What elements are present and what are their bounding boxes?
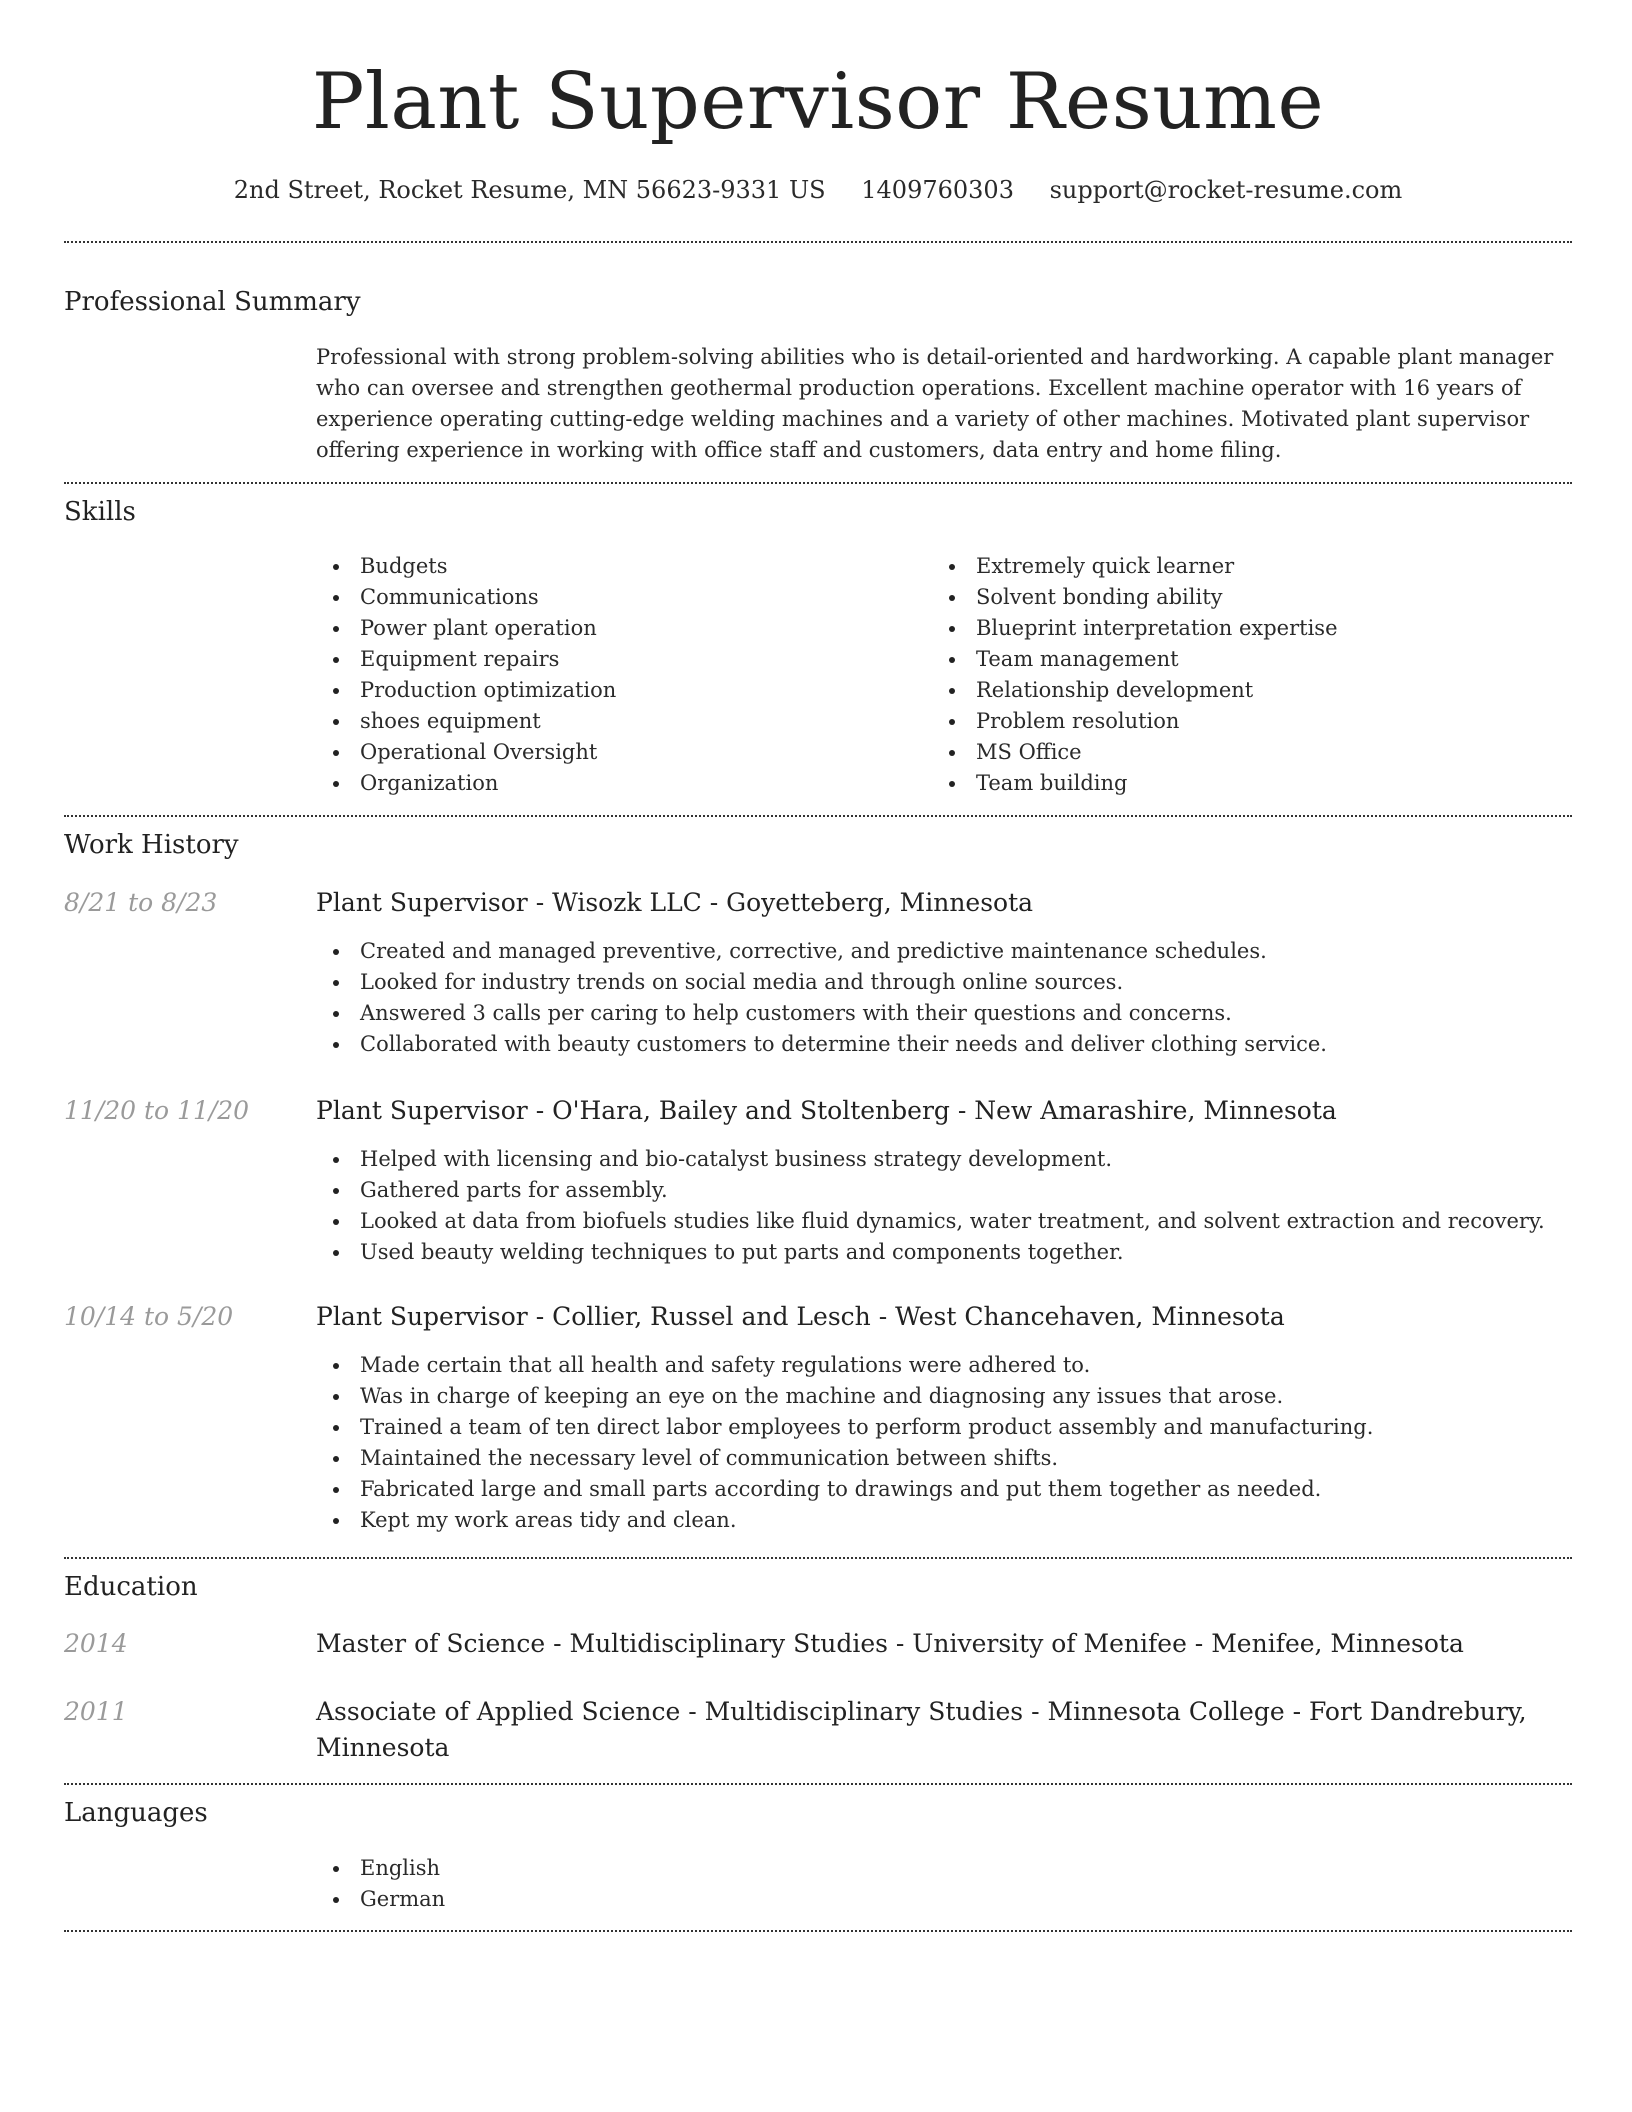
job-dates: 11/20 to 11/20 [64, 1096, 250, 1125]
language-item: English [316, 1853, 1572, 1884]
education-year: 2014 [64, 1629, 128, 1658]
contact-email[interactable]: support@rocket-resume.com [1049, 176, 1403, 204]
education-heading: Education [64, 1572, 198, 1602]
responsibility-item: Collaborated with beauty customers to determine their needs and deliver clothing service. [316, 1029, 1572, 1060]
job-title: Plant Supervisor - O'Hara, Bailey and Stoltenberg - New Amarashire, Minnesota [316, 1096, 1337, 1125]
skills-column-right [932, 551, 1532, 799]
skill-item: Power plant operation [316, 613, 916, 644]
skill-item: Operational Oversight [316, 737, 916, 768]
job-responsibilities [316, 1144, 1572, 1268]
responsibility-item: Helped with licensing and bio-catalyst business strategy development. [316, 1144, 1572, 1175]
education-degree: Master of Science - Multidisciplinary Studies - University of Menifee - Menifee, Minnesota [316, 1629, 1464, 1658]
skill-item: Problem resolution [932, 706, 1532, 737]
languages-heading: Languages [64, 1798, 208, 1828]
responsibility-item: Answered 3 calls per caring to help customers with their questions and concerns. [316, 998, 1572, 1029]
contact-address: 2nd Street, Rocket Resume, MN 56623-9331 US [233, 176, 826, 204]
page-title: Plant Supervisor Resume [311, 57, 1325, 147]
divider [64, 241, 1572, 243]
responsibility-item: Was in charge of keeping an eye on the machine and diagnosing any issues that arose. [316, 1381, 1572, 1412]
job-title: Plant Supervisor - Collier, Russel and Lesch - West Chancehaven, Minnesota [316, 1302, 1285, 1331]
skill-item: Organization [316, 768, 916, 799]
job-dates: 10/14 to 5/20 [64, 1302, 234, 1331]
language-item: German [316, 1884, 1572, 1915]
summary-heading: Professional Summary [64, 287, 361, 317]
divider [64, 1783, 1572, 1785]
skill-item: Production optimization [316, 675, 916, 706]
summary-text: Professional with strong problem-solving abilities who is detail-oriented and hardworking. A capable plant manager who can oversee and strengthen geothermal production operations. Excellent machine operator with 16 years of experience operating cutting-edge welding machines and a variety of other machines. Motivated plant supervisor offering experience in working with office staff and customers, data entry and home filing. [316, 345, 1554, 462]
responsibility-item: Trained a team of ten direct labor employees to perform product assembly and manufacturing. [316, 1412, 1572, 1443]
work-heading: Work History [64, 830, 239, 860]
skill-item: Solvent bonding ability [932, 582, 1532, 613]
divider [64, 482, 1572, 484]
job-title: Plant Supervisor - Wisozk LLC - Goyetteberg, Minnesota [316, 888, 1034, 917]
responsibility-item: Maintained the necessary level of communication between shifts. [316, 1443, 1572, 1474]
job-responsibilities [316, 936, 1572, 1060]
contact-line [64, 170, 1572, 210]
responsibility-item: Used beauty welding techniques to put parts and components together. [316, 1237, 1572, 1268]
responsibility-item: Gathered parts for assembly. [316, 1175, 1572, 1206]
divider [64, 815, 1572, 817]
skill-item: Team building [932, 768, 1532, 799]
education-degree: Associate of Applied Science - Multidisciplinary Studies - Minnesota College - Fort Dandrebury, Minnesota [316, 1697, 1527, 1762]
skill-item: Relationship development [932, 675, 1532, 706]
skills-column-left [316, 551, 916, 799]
responsibility-item: Fabricated large and small parts according to drawings and put them together as needed. [316, 1474, 1572, 1505]
responsibility-item: Made certain that all health and safety regulations were adhered to. [316, 1350, 1572, 1381]
job-responsibilities [316, 1350, 1572, 1536]
skill-item: Blueprint interpretation expertise [932, 613, 1532, 644]
skill-item: Equipment repairs [316, 644, 916, 675]
skill-item: MS Office [932, 737, 1532, 768]
languages-list [316, 1853, 1572, 1915]
divider [64, 1930, 1572, 1932]
skills-heading: Skills [64, 497, 136, 527]
contact-phone[interactable]: 1409760303 [861, 176, 1014, 204]
responsibility-item: Looked at data from biofuels studies like fluid dynamics, water treatment, and solvent extraction and recovery. [316, 1206, 1572, 1237]
responsibility-item: Kept my work areas tidy and clean. [316, 1505, 1572, 1536]
responsibility-item: Looked for industry trends on social media and through online sources. [316, 967, 1572, 998]
skill-item: Budgets [316, 551, 916, 582]
responsibility-item: Created and managed preventive, corrective, and predictive maintenance schedules. [316, 936, 1572, 967]
skill-item: Team management [932, 644, 1532, 675]
skill-item: Communications [316, 582, 916, 613]
skill-item: shoes equipment [316, 706, 916, 737]
skill-item: Extremely quick learner [932, 551, 1532, 582]
education-year: 2011 [64, 1697, 128, 1726]
divider [64, 1557, 1572, 1559]
job-dates: 8/21 to 8/23 [64, 888, 218, 917]
